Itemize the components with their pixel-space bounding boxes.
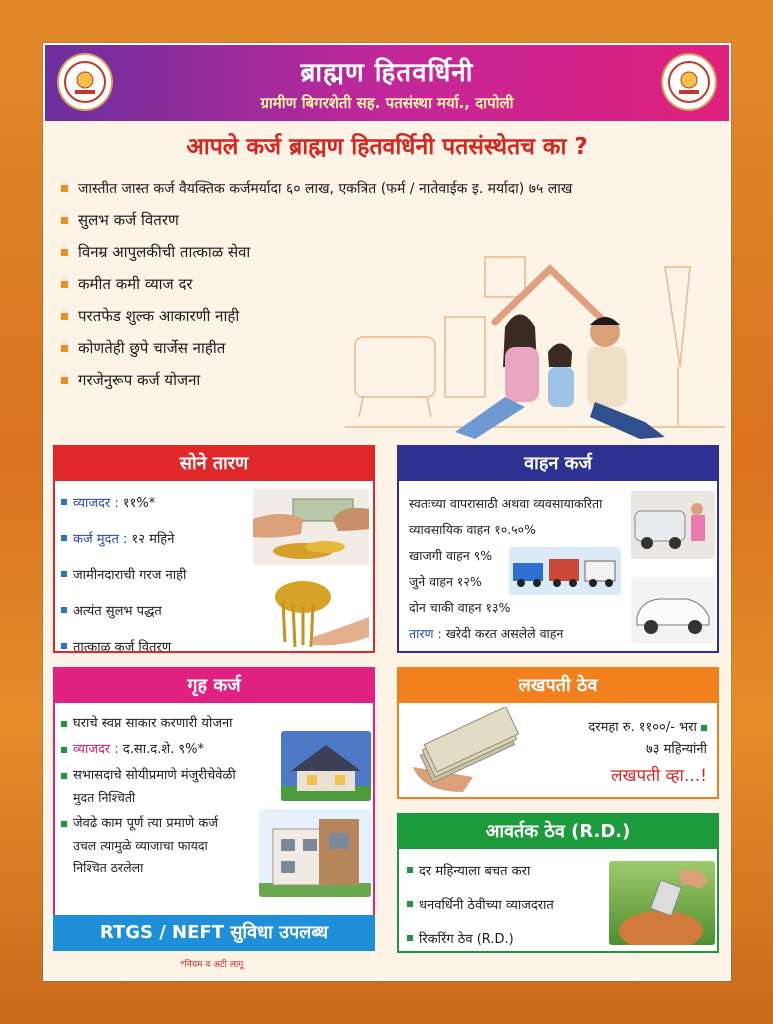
list-item: दर महिन्याला बचत करा [407,861,617,879]
society-logo-right-icon [661,53,717,111]
society-logo-left-icon [57,53,113,111]
lakhpati-line3: लखपती व्हा...! [611,766,707,786]
vehicle-loan-card [397,445,719,653]
list-item: जेवढे काम पूर्ण त्या प्रमाणे कर्ज [61,813,291,835]
money-bundle-image [403,707,523,797]
poster [43,43,731,981]
list-item: जास्तीत जास्त कर्ज वैयक्तिक कर्जमर्यादा ६० लाख, एकत्रित (फर्म / नातेवाईक इ. मर्यादा) ७५ लाख [61,177,731,199]
list-item: अत्यंत सुलभ पद्धत [61,601,251,619]
list-item: विनम्र आपुलकीची तात्काळ सेवा [61,241,731,263]
terms-note: *नियम व अटी लागू [180,960,244,970]
vehicle-line: स्वतःच्या वापरासाठी अथवा व्यवसायाकरिता [409,496,603,511]
society-title: ब्राह्मण हितवर्धिनी [300,58,474,88]
list-item: व्याजदर : द.सा.द.शे. ९%* [61,739,291,761]
list-item: जामीनदाराची गरज नाही [61,565,251,583]
rd-title: आवर्तक ठेव (R.D.) [399,815,717,849]
list-item: सुलभ कर्ज वितरण [61,209,731,231]
vehicle-line: खाजगी वाहन ९% [409,548,493,563]
list-item: रिकरिंग ठेव (R.D.) [407,929,617,947]
rtgs-neft-banner: RTGS / NEFT सुविधा उपलब्ध [53,915,375,951]
lakhpati-line1: दरमहा रु. ११००/- भरा [588,717,707,739]
piggy-bank-coin-image [609,861,715,945]
vehicle-line: तारण : खरेदी करत असलेले वाहन [409,626,564,641]
white-suv-image [631,577,715,643]
house-image-2 [259,809,371,897]
list-item: व्याजदर : ११%* [61,493,251,511]
list-item-continued: मुदत निश्चिती [73,790,136,805]
list-item: कमीत कमी व्याज दर [61,273,731,295]
house-image-1 [281,731,371,801]
society-subtitle: ग्रामीण बिगरशेती सह. पतसंस्था मर्या., दापोली [260,94,514,112]
list-item: घराचे स्वप्न साकार करणारी योजना [61,713,291,735]
lakhpati-line2: ७३ महिन्यांनी [645,742,707,757]
car-family-image [631,491,715,559]
lakhpati-title: लखपती ठेव [399,669,717,703]
list-item: सभासदाचे सोयीप्रमाणे मंजुरीचेवेळी [61,765,291,787]
headline: आपले कर्ज ब्राह्मण हितवर्धिनी पतसंस्थेतच का ? [186,134,588,160]
vehicle-loan-title: वाहन कर्ज [399,447,717,481]
list-item: कोणतेही छुपे चार्जेस नाहीत [61,337,731,359]
family-house-illustration [345,227,725,447]
vehicle-line: व्यावसायिक वाहन १०.५०% [409,522,537,537]
home-loan-card [53,667,375,917]
list-item: परतफेड शुल्क आकारणी नाही [61,305,731,327]
list-item: धनवर्धिनी ठेवीच्या व्याजदरात [407,895,617,913]
list-item-continued: निश्चित ठरलेला [73,860,144,875]
list-item: तात्काळ कर्ज वितरण [61,637,251,655]
recurring-deposit-card [397,813,719,953]
home-loan-title: गृह कर्ज [55,669,373,703]
commercial-vehicles-image [509,547,621,595]
vehicle-line: दोन चाकी वाहन १३% [409,600,511,615]
list-item: कर्ज मुदत : १२ महिने [61,529,251,547]
lakhpati-deposit-card [397,667,719,799]
gold-loan-title: सोने तारण [55,447,373,481]
gold-loan-card [53,445,375,653]
gold-jewellery-image [253,567,369,649]
list-item: गरजेनुरूप कर्ज योजना [61,369,731,391]
vehicle-line: जुने वाहन १२% [409,574,482,589]
cash-hands-image [253,489,369,565]
list-item-continued: उचल त्यामुळे व्याजाचा फायदा [73,838,208,853]
header-banner [45,45,729,121]
